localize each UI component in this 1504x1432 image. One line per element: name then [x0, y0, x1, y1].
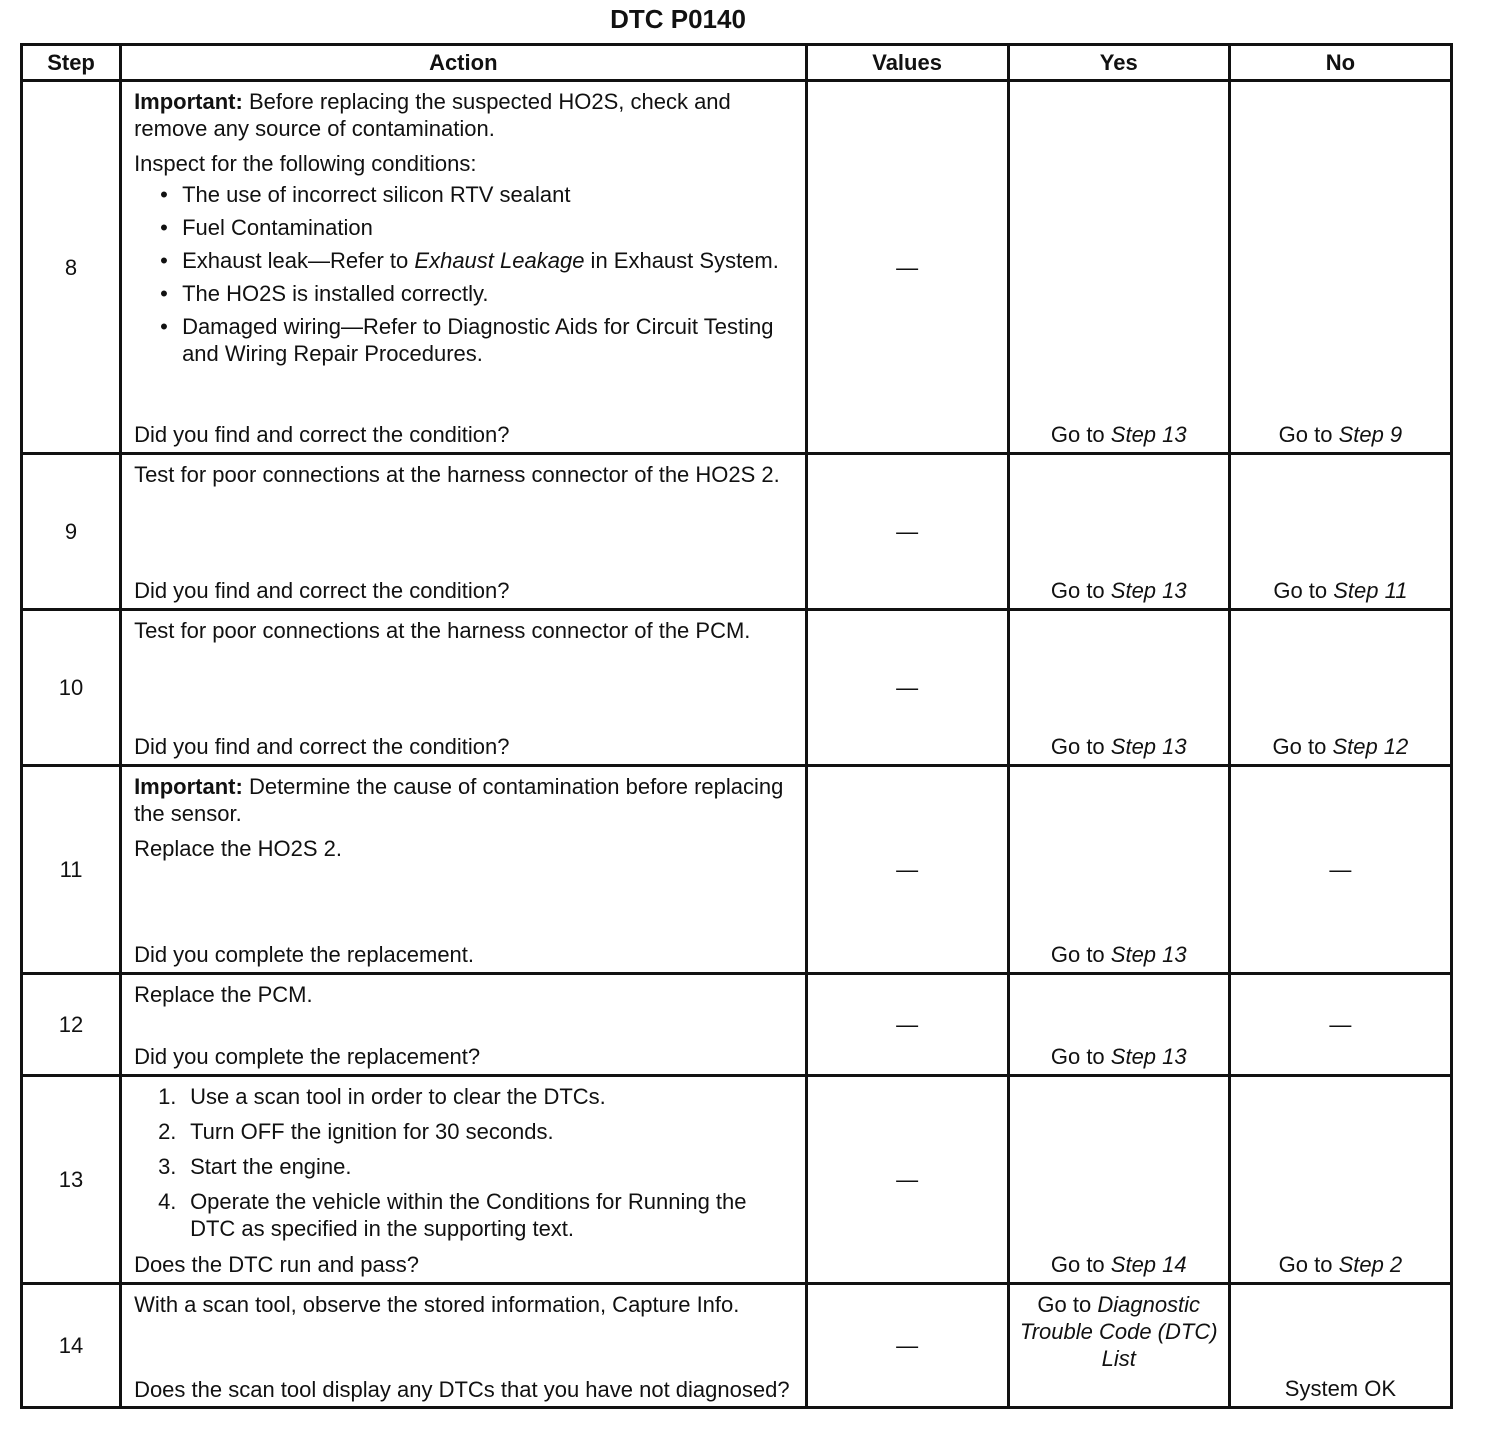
- step-number: 8: [22, 81, 121, 454]
- action-cell: [121, 1284, 806, 1408]
- yes-cell: Go to Step 13: [1008, 610, 1229, 766]
- action-text: Test for poor connections at the harness connector of the HO2S 2.: [134, 462, 780, 487]
- important-note: Important: Determine the cause of contamination before replacing the sensor.: [134, 774, 784, 826]
- table-row-step-14: [22, 1284, 1452, 1408]
- table-row-step-11: [22, 766, 1452, 974]
- no-cell: —: [1229, 766, 1451, 974]
- inspect-intro: Inspect for the following conditions:: [134, 151, 477, 176]
- header-no: No: [1229, 45, 1451, 81]
- action-text: Replace the HO2S 2.: [134, 836, 342, 861]
- table-row-step-9: [22, 454, 1452, 610]
- values-cell: —: [806, 766, 1008, 974]
- header-yes: Yes: [1008, 45, 1229, 81]
- no-cell: Go to Step 12: [1229, 610, 1451, 766]
- condition-list: [134, 181, 792, 367]
- no-cell: Go to Step 11: [1229, 454, 1451, 610]
- yes-cell: Go to Step 14: [1008, 1076, 1229, 1284]
- table-row-step-13: [22, 1076, 1452, 1284]
- action-cell: [121, 610, 806, 766]
- list-item: • The use of incorrect silicon RTV sealant: [170, 181, 792, 208]
- values-cell: —: [806, 1284, 1008, 1408]
- yes-cell: Go to Diagnostic Trouble Code (DTC) List: [1008, 1284, 1229, 1408]
- values-cell: —: [806, 974, 1008, 1076]
- list-item: • Damaged wiring—Refer to Diagnostic Aids for Circuit Testing and Wiring Repair Procedures.: [170, 313, 792, 367]
- list-item: • Exhaust leak—Refer to Exhaust Leakage in Exhaust System.: [170, 247, 792, 274]
- yes-cell: Go to Step 13: [1008, 766, 1229, 974]
- yes-cell: Go to Step 13: [1008, 81, 1229, 454]
- no-cell: —: [1229, 974, 1451, 1076]
- question-text: Does the scan tool display any DTCs that you have not diagnosed?: [134, 1377, 790, 1402]
- action-text: With a scan tool, observe the stored information, Capture Info.: [134, 1292, 740, 1317]
- values-cell: —: [806, 81, 1008, 454]
- table-row-step-12: [22, 974, 1452, 1076]
- action-cell: [121, 766, 806, 974]
- action-cell: [121, 1076, 806, 1284]
- values-cell: —: [806, 1076, 1008, 1284]
- step-number: 14: [22, 1284, 121, 1408]
- question-text: Did you complete the replacement?: [134, 1044, 481, 1069]
- question-text: Did you complete the replacement.: [134, 942, 475, 967]
- step-number: 10: [22, 610, 121, 766]
- header-row: [22, 45, 1452, 81]
- step-number: 11: [22, 766, 121, 974]
- question-text: Did you find and correct the condition?: [134, 734, 510, 759]
- question-text: Did you find and correct the condition?: [134, 578, 510, 603]
- list-item: 1. Use a scan tool in order to clear the DTCs.: [158, 1084, 606, 1109]
- action-cell: [121, 454, 806, 610]
- header-step: Step: [22, 45, 121, 81]
- page-title: DTC P0140: [610, 4, 746, 34]
- header-values: Values: [806, 45, 1008, 81]
- list-item: • Fuel Contamination: [170, 214, 792, 241]
- step-number: 9: [22, 454, 121, 610]
- no-cell: Go to Step 9: [1229, 81, 1451, 454]
- question-text: Did you find and correct the condition?: [134, 422, 510, 447]
- important-note: Important: Before replacing the suspected HO2S, check and remove any source of contamination.: [134, 89, 731, 141]
- action-text: Replace the PCM.: [134, 982, 313, 1007]
- no-cell: System OK: [1229, 1284, 1451, 1408]
- list-item: 2. Turn OFF the ignition for 30 seconds.: [158, 1119, 554, 1144]
- action-cell: [121, 81, 806, 454]
- header-action: Action: [121, 45, 806, 81]
- list-item: 4. Operate the vehicle within the Conditions for Running the DTC as specified in the supporting text.: [158, 1189, 747, 1241]
- table-row-step-8: [22, 81, 1452, 454]
- values-cell: —: [806, 454, 1008, 610]
- no-cell: Go to Step 2: [1229, 1076, 1451, 1284]
- procedure-list: [134, 1083, 792, 1244]
- list-item: 3. Start the engine.: [158, 1154, 352, 1179]
- yes-cell: Go to Step 13: [1008, 454, 1229, 610]
- step-number: 12: [22, 974, 121, 1076]
- step-number: 13: [22, 1076, 121, 1284]
- action-text: Test for poor connections at the harness connector of the PCM.: [134, 618, 751, 643]
- values-cell: —: [806, 610, 1008, 766]
- table-row-step-10: [22, 610, 1452, 766]
- yes-cell: Go to Step 13: [1008, 974, 1229, 1076]
- list-item: • The HO2S is installed correctly.: [170, 280, 792, 307]
- question-text: Does the DTC run and pass?: [134, 1252, 419, 1277]
- action-cell: [121, 974, 806, 1076]
- diagnostic-table: [20, 43, 1453, 1409]
